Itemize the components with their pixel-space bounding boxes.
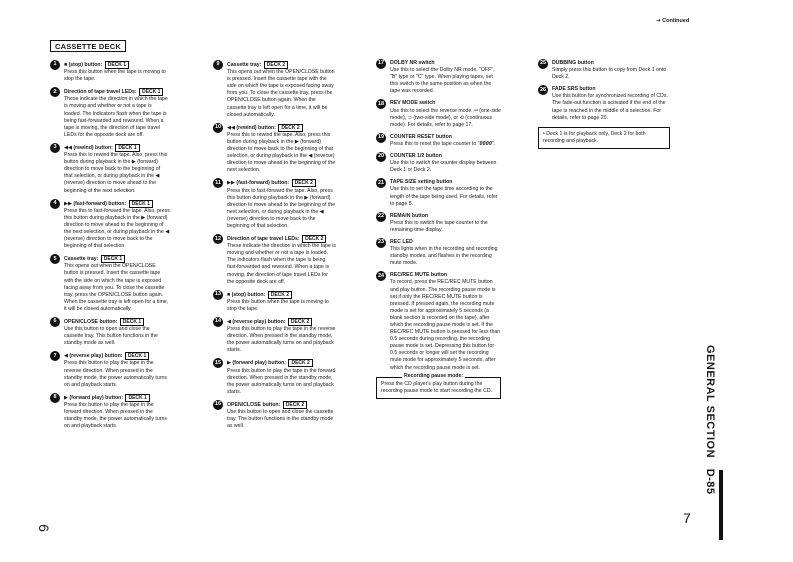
item-description-text: Press this to rewind the tape. Also, press this button during playback in the ▶ (forward) direction to move back to the beginning of that selection, or during playback in the ◀ (reverse) direction to move ahead to the beginning of the next selection. bbox=[227, 131, 336, 174]
deck-badge: DECK 1 bbox=[105, 61, 129, 69]
manual-item bbox=[213, 124, 336, 175]
item-heading-text: REC LED bbox=[390, 238, 413, 245]
item-heading-text: ▶ (forward play) button: bbox=[227, 360, 287, 367]
item-heading-text: REMAIN button bbox=[390, 212, 429, 219]
item-heading bbox=[390, 153, 501, 160]
item-number: 26 bbox=[538, 85, 548, 95]
item-description-text: Press this button when the tape is moving to stop the tape. bbox=[64, 69, 166, 83]
manual-item bbox=[213, 235, 336, 286]
deck-badge: DECK 1 bbox=[129, 200, 153, 208]
item-heading bbox=[227, 61, 336, 69]
item-heading bbox=[227, 359, 336, 367]
item-number: 6 bbox=[50, 317, 60, 327]
item-number: 11 bbox=[213, 178, 223, 188]
manual-item bbox=[376, 179, 501, 207]
item-heading-text: Cassette tray: bbox=[64, 256, 99, 263]
item-heading bbox=[227, 291, 336, 299]
item-description bbox=[227, 409, 336, 430]
item-heading bbox=[227, 235, 336, 243]
item-heading bbox=[390, 213, 501, 220]
column-1 bbox=[50, 61, 170, 435]
item-description bbox=[64, 69, 170, 83]
item-heading bbox=[227, 401, 336, 409]
deck-badge: DECK 2 bbox=[278, 124, 302, 132]
item-description bbox=[227, 368, 336, 396]
deck-badge: DECK 2 bbox=[288, 318, 312, 326]
item-description bbox=[227, 188, 336, 231]
manual-item bbox=[50, 352, 170, 388]
item-description-text: ". bbox=[492, 140, 496, 147]
item-heading bbox=[390, 100, 501, 107]
item-description bbox=[390, 220, 501, 234]
deck-badge: DECK 1 bbox=[139, 88, 163, 96]
item-description-text: Press this button to play the tape in the forward direction. When pressed in the standby mode, the power automatically turns on and playback starts. bbox=[64, 401, 167, 430]
item-number: 3 bbox=[50, 143, 60, 153]
recording-pause-text: Press the CD player's play button during the recording pause mode to start recording the CD. bbox=[381, 380, 493, 394]
deck-badge: DECK 1 bbox=[125, 352, 149, 360]
item-number: 23 bbox=[376, 238, 386, 248]
item-description-text: Press this button when the tape is moving to stop the tape. bbox=[227, 298, 329, 312]
item-heading bbox=[64, 255, 170, 263]
item-description bbox=[227, 69, 336, 119]
item-heading-text: REC/REC MUTE button bbox=[390, 272, 448, 279]
deck-badge: DECK 1 bbox=[125, 394, 149, 402]
manual-item bbox=[376, 100, 501, 128]
recording-pause-box bbox=[376, 372, 501, 399]
item-description-text: Use this button for synchronized recording of CDs. The fade-out function is activated if the end of the tape is reached in the middle of a selection. For details, refer to page 20. bbox=[552, 93, 668, 121]
item-description bbox=[64, 96, 170, 139]
item-heading-text: ◀ (reverse play) button: bbox=[227, 319, 286, 325]
item-number: 9 bbox=[213, 60, 223, 70]
item-description-text: These indicate the direction in which the tape is moving and whether or not a tape is loaded. The indicators flash when the tape is being fast-forwarded and rewound. When a tape is moving, the direction of tape travel LEDs for the opposite deck are off. bbox=[227, 243, 337, 285]
manual-item bbox=[50, 394, 170, 430]
item-heading bbox=[552, 86, 670, 93]
item-description bbox=[552, 67, 670, 81]
item-heading-text: ■ (stop) button: bbox=[227, 291, 266, 298]
item-description bbox=[64, 208, 170, 251]
recording-pause-heading: Recording pause mode: bbox=[404, 372, 464, 379]
item-description-text: Use this to switch the counter display between Deck 1 or Deck 2. bbox=[390, 160, 497, 174]
item-heading bbox=[64, 200, 170, 208]
manual-item bbox=[50, 255, 170, 313]
deck-badge: DECK 2 bbox=[302, 235, 326, 243]
item-description bbox=[227, 326, 336, 354]
continued-label: ➜ Continued bbox=[656, 18, 690, 24]
item-number: 14 bbox=[213, 317, 223, 327]
item-heading-text: DOLBY NR switch bbox=[390, 60, 435, 66]
item-heading bbox=[227, 179, 336, 187]
deck-badge: DECK 2 bbox=[268, 291, 292, 299]
side-bar bbox=[719, 470, 723, 540]
deck-note: • Deck 1 is for playback only, Deck 2 for both recording and playback. bbox=[538, 127, 670, 149]
item-number: 19 bbox=[376, 133, 386, 143]
item-heading bbox=[64, 88, 170, 96]
manual-item bbox=[213, 179, 336, 230]
item-description-text: Press this to rewind the tape. Also, press this button during playback in the ▶ (forward) direction to move back to the beginning of that selection, or during playback in the ◀ (reverse) direction to move ahead to the beginning of the next selection. bbox=[64, 152, 168, 194]
item-description bbox=[64, 402, 170, 430]
item-description-text: This opens out when the OPEN/CLOSE button is pressed. Insert the cassette tape with the side on which the tape is exposed facing away from you. To close the cassette tray, press the OPEN/CLOSE button again. When the cassette tray is left open for a time, it will be closed automatically. bbox=[227, 69, 335, 118]
column-2 bbox=[213, 61, 336, 435]
item-description bbox=[552, 93, 670, 121]
side-tab bbox=[700, 345, 716, 535]
page-number-right: 7 bbox=[683, 510, 691, 526]
item-heading-text: ◀ (reverse play) button: bbox=[64, 353, 123, 360]
item-description-text: This lights when in the recording and recording standby modes, and flashes in the recording mute mode. bbox=[390, 246, 498, 267]
item-number: 4 bbox=[50, 199, 60, 209]
item-description bbox=[227, 243, 336, 286]
item-description-text: Simply press this button to copy from Deck 1 onto Deck 2. bbox=[552, 67, 667, 81]
manual-item bbox=[50, 318, 170, 347]
item-description bbox=[64, 360, 170, 388]
manual-item bbox=[376, 272, 501, 371]
item-heading-text: ■ (stop) button: bbox=[64, 62, 103, 68]
item-heading-text: DUBBING button bbox=[552, 60, 594, 66]
column-4 bbox=[538, 60, 670, 149]
side-label: GENERAL SECTION D-85 bbox=[704, 345, 716, 495]
item-heading-text: ▶▶ (fast-forward) button: bbox=[64, 200, 127, 207]
item-heading bbox=[64, 352, 170, 360]
item-heading-text: COUNTER 1/2 button bbox=[390, 153, 442, 160]
item-description-text: Press this button to play the tape in the forward direction. When pressed in the standby mode, the power automatically turns on and playback starts. bbox=[227, 367, 336, 395]
item-heading bbox=[390, 272, 501, 279]
manual-item bbox=[50, 200, 170, 251]
manual-item bbox=[50, 144, 170, 195]
item-number: 25 bbox=[538, 59, 548, 69]
item-description-text: This opens out when the OPEN/CLOSE button is pressed. Insert the cassette tape with the side on which the tape is exposed facing away from you. To close the cassette tray, press the OPEN/CLOSE button again. When the cassette tray is left open for a time, it will be closed automatically. bbox=[64, 263, 169, 312]
item-description bbox=[64, 263, 170, 313]
item-number: 2 bbox=[50, 87, 60, 97]
item-description bbox=[64, 152, 170, 195]
item-number: 21 bbox=[376, 178, 386, 188]
manual-item bbox=[538, 86, 670, 121]
item-description-text: Press this to switch the tape counter to the remaining time display. bbox=[390, 219, 488, 233]
item-heading-text: Direction of tape travel LEDs: bbox=[64, 89, 137, 96]
manual-item bbox=[213, 401, 336, 430]
item-number: 12 bbox=[213, 234, 223, 244]
item-heading bbox=[390, 239, 501, 246]
manual-item bbox=[213, 61, 336, 119]
item-heading-text: OPEN/CLOSE button: bbox=[227, 401, 281, 408]
manual-item bbox=[213, 291, 336, 313]
item-description bbox=[390, 186, 501, 207]
item-number: 13 bbox=[213, 290, 223, 300]
item-heading bbox=[64, 61, 170, 69]
manual-item bbox=[50, 61, 170, 83]
deck-badge: DECK 1 bbox=[115, 144, 139, 152]
item-heading-text: COUNTER RESET button bbox=[390, 133, 452, 140]
item-description-text: Use this to select the Dolby NR mode, "OFF", "B" type or "C" type. When playing tapes, set this switch to the same position as when the tape was recorded. bbox=[390, 67, 495, 95]
item-description bbox=[390, 246, 501, 267]
item-description bbox=[390, 160, 501, 174]
manual-item bbox=[376, 134, 501, 148]
manual-item bbox=[538, 60, 670, 81]
item-description bbox=[390, 108, 501, 129]
manual-item bbox=[213, 359, 336, 395]
item-number: 10 bbox=[213, 123, 223, 133]
item-number: 1 bbox=[50, 60, 60, 70]
item-number: 17 bbox=[376, 59, 386, 69]
item-number: 22 bbox=[376, 212, 386, 222]
item-description-text: These indicate the direction in which the tape is moving and whether or not a tape is loaded. The indicators flash when the tape is being fast-forwarded and rewound. When a tape is moving, the direction of tape travel LEDs for the opposite deck are off. bbox=[64, 96, 168, 138]
item-heading-text: REV MODE switch bbox=[390, 100, 436, 107]
item-number: 8 bbox=[50, 393, 60, 403]
item-heading bbox=[64, 318, 170, 326]
item-description-text: Press this button to play the tape in the reverse direction. When pressed in the standby mode, the power automatically turns on and playback starts. bbox=[227, 326, 336, 354]
item-number: 7 bbox=[50, 351, 60, 361]
item-number: 5 bbox=[50, 254, 60, 264]
item-number: 18 bbox=[376, 99, 386, 109]
item-description-text: Use this button to open and close the cassette tray. This button functions in the standby mode as well. bbox=[64, 326, 158, 347]
item-heading-text: ▶ (forward play) button: bbox=[64, 394, 124, 401]
page-number-left: 6 bbox=[35, 524, 52, 532]
manual-item bbox=[50, 88, 170, 139]
deck-badge: DECK 2 bbox=[288, 359, 312, 367]
item-description bbox=[227, 132, 336, 175]
manual-item bbox=[376, 239, 501, 267]
item-description-text: Press this to reset the tape counter to " bbox=[390, 140, 480, 147]
item-description-text: Press this to fast-forward the tape. Also, press this button during playback in the ▶ (forward) direction to move ahead to the beginning of the next selection, or during playback in the ◀ (reverse) direction to move back to the beginning of that selection. bbox=[227, 187, 336, 229]
item-heading bbox=[390, 60, 501, 67]
item-description-text: Press this to fast-forward the tape. Also, press this button during playback in the ▶ (forward) direction to move ahead to the beginning of the next selection, or during playback in the ◀ (reverse) direction to move back to the beginning of that selection. bbox=[64, 207, 170, 250]
item-heading bbox=[390, 179, 501, 186]
item-heading bbox=[227, 318, 336, 326]
deck-badge: DECK 1 bbox=[101, 255, 125, 263]
item-heading bbox=[552, 60, 670, 67]
item-heading-text: TAPE SIZE setting button bbox=[390, 179, 453, 186]
item-heading-text: ◀◀ (rewind) button: bbox=[64, 144, 113, 151]
item-description bbox=[390, 279, 501, 371]
item-number: 16 bbox=[213, 400, 223, 410]
column-3 bbox=[376, 60, 501, 399]
manual-item bbox=[213, 318, 336, 354]
item-heading bbox=[390, 134, 501, 141]
item-heading-text: FADE SRS button bbox=[552, 86, 596, 93]
item-heading-text: ▶▶ (fast-forward) button: bbox=[227, 180, 290, 187]
manual-item bbox=[376, 60, 501, 95]
deck-badge: DECK 2 bbox=[283, 401, 307, 409]
item-heading-text: ◀◀ (rewind) button: bbox=[227, 124, 276, 131]
item-description-text: Use this to select the reverse mode. ═ (one-side mode), ⊃ (two-side mode), or ⟲ (continuous mode). For details, refer to page 17. bbox=[390, 107, 501, 128]
item-heading-text: Cassette tray: bbox=[227, 62, 262, 68]
item-description-text: Press this button to play the tape in the reverse direction. When pressed in the standby mode, the power automatically turns on and playback starts. bbox=[64, 360, 167, 388]
deck-badge: DECK 2 bbox=[264, 61, 288, 69]
item-number: 15 bbox=[213, 358, 223, 368]
deck-badge: DECK 1 bbox=[120, 318, 144, 326]
item-heading bbox=[64, 394, 170, 402]
item-heading-text: Direction of tape travel LEDs: bbox=[227, 236, 300, 243]
item-description-text: To record, press the REC/REC MUTE button and play button. The recording pause mode is set if only the REC/REC MUTE button is pressed. If pressed again, the recording mute mode is set for approximately 5 seconds (a blank section is recorded on the tape), after which the recording pause mode is set. If the REC/REC MUTE button is pressed for less than 0.5 seconds during recording, the recording pause mode is set. Depressing this button for 0.5 seconds or longer will set the recording mute mode for approximately 5 seconds, after which the recording pause mode is set. bbox=[390, 279, 501, 371]
section-title: CASSETTE DECK bbox=[50, 40, 126, 52]
item-number: 24 bbox=[376, 271, 386, 281]
manual-item bbox=[376, 153, 501, 174]
deck-badge: DECK 2 bbox=[292, 179, 316, 187]
item-description bbox=[64, 326, 170, 347]
item-number: 20 bbox=[376, 152, 386, 162]
counter-display-glyph: 0000 bbox=[479, 140, 492, 147]
item-description bbox=[390, 67, 501, 95]
manual-item bbox=[376, 213, 501, 234]
item-heading bbox=[64, 144, 170, 152]
item-description bbox=[227, 299, 336, 313]
item-description bbox=[390, 141, 501, 148]
item-description-text: Use this to set the tape time according to the length of the tape being used. For details, refer to page 8. bbox=[390, 186, 498, 207]
item-heading bbox=[227, 124, 336, 132]
item-heading-text: OPEN/CLOSE button: bbox=[64, 319, 118, 325]
item-description-text: Use this button to open and close the cassette tray. The button functions in the standby mode as well. bbox=[227, 409, 334, 430]
